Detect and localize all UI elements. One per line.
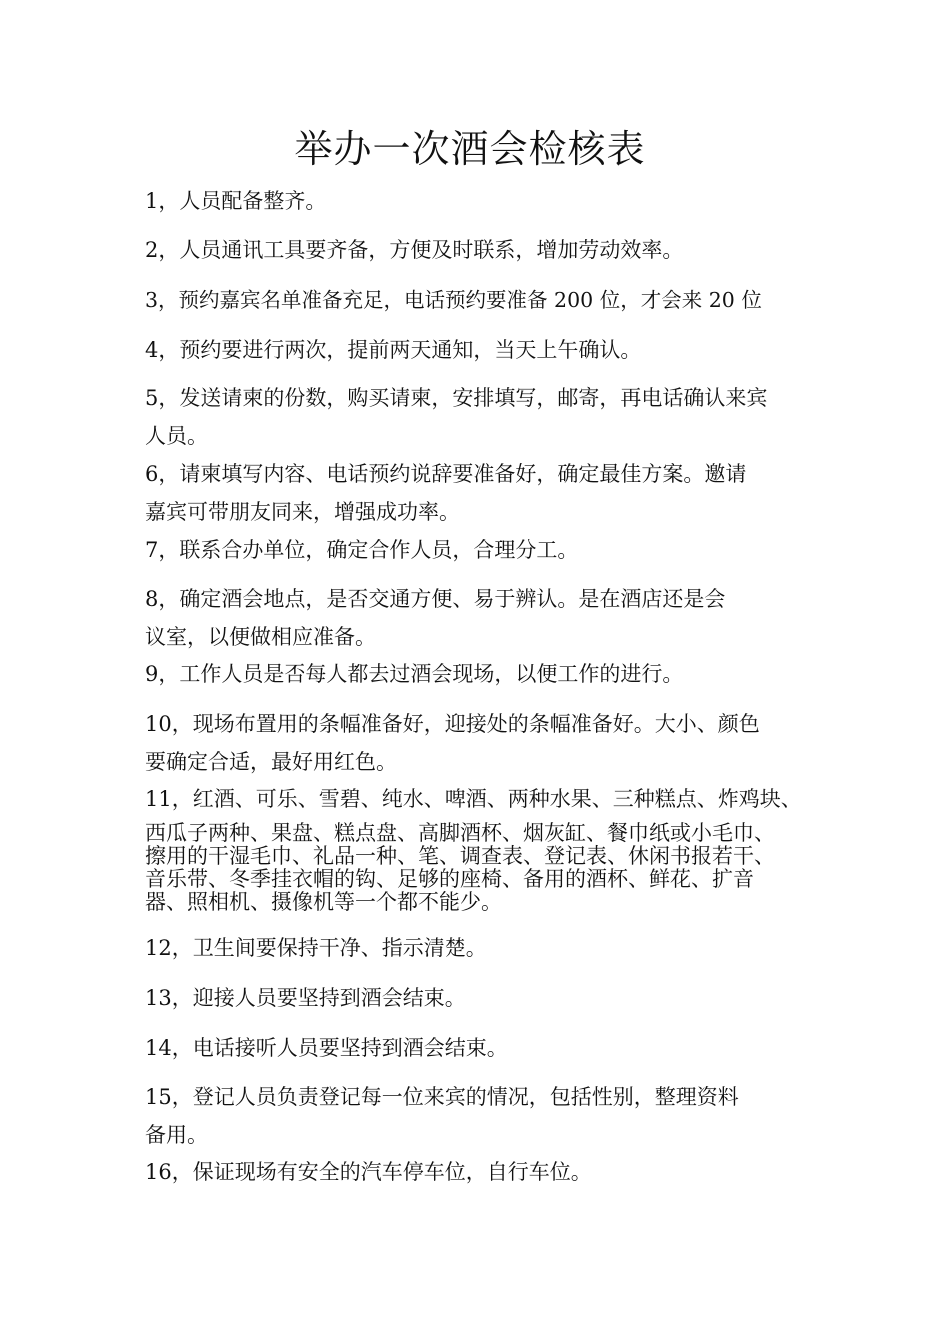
item-line: 音乐带、冬季挂衣帽的钩、足够的座椅、备用的酒杯、鲜花、扩音	[145, 867, 754, 891]
list-item	[145, 331, 810, 369]
list-item	[145, 379, 810, 455]
item-line: 西瓜子两种、果盘、糕点盘、高脚酒杯、烟灰缸、餐巾纸或小毛巾、	[145, 821, 775, 845]
item-line: 2，人员通讯工具要齐备，方便及时联系，增加劳动效率。	[145, 238, 684, 262]
list-item	[145, 979, 810, 1017]
item-line: 10，现场布置用的条幅准备好，迎接处的条幅准备好。大小、颜色	[145, 712, 760, 736]
item-line: 11，红酒、可乐、雪碧、纯水、啤酒、两种水果、三种糕点、炸鸡块、	[145, 787, 802, 811]
list-item	[145, 780, 810, 818]
item-line: 7，联系合办单位，确定合作人员，合理分工。	[145, 538, 579, 562]
list-item	[145, 531, 810, 569]
item-line: 器、照相机、摄像机等一个都不能少。	[145, 890, 502, 914]
item-line: 5，发送请柬的份数，购买请柬，安排填写，邮寄，再电话确认来宾	[145, 386, 768, 410]
list-item	[145, 1153, 810, 1191]
list-item	[145, 929, 810, 967]
item-line: 12，卫生间要保持干净、指示清楚。	[145, 936, 487, 960]
item-line: 备用。	[145, 1123, 208, 1147]
item-line: 6，请柬填写内容、电话预约说辞要准备好，确定最佳方案。邀请	[145, 462, 747, 486]
item-line: 4，预约要进行两次，提前两天通知，当天上午确认。	[145, 338, 642, 362]
list-item	[145, 231, 810, 269]
item-line: 1，人员配备整齐。	[145, 189, 327, 213]
item-line: 要确定合适，最好用红色。	[145, 750, 397, 774]
item-line: 9，工作人员是否每人都去过酒会现场，以便工作的进行。	[145, 662, 684, 686]
item-line: 擦用的干湿毛巾、礼品一种、笔、调查表、登记表、休闲书报若干、	[145, 844, 775, 868]
list-item	[145, 1078, 810, 1154]
document-title: 举办一次酒会检核表	[294, 127, 646, 171]
item-line: 人员。	[145, 424, 208, 448]
item-line: 13，迎接人员要坚持到酒会结束。	[145, 986, 466, 1010]
list-item	[145, 1029, 810, 1067]
list-item	[145, 580, 810, 656]
list-item	[145, 455, 810, 531]
list-item	[145, 655, 810, 693]
list-item	[145, 281, 810, 319]
item-line: 议室，以便做相应准备。	[145, 625, 376, 649]
list-item	[145, 822, 810, 914]
item-line: 15，登记人员负责登记每一位来宾的情况，包括性别，整理资料	[145, 1085, 739, 1109]
list-item	[145, 182, 810, 220]
item-line: 3，预约嘉宾名单准备充足，电话预约要准备 200 位，才会来 20 位	[145, 288, 762, 312]
item-line: 14，电话接听人员要坚持到酒会结束。	[145, 1036, 508, 1060]
item-line: 嘉宾可带朋友同来，增强成功率。	[145, 500, 460, 524]
item-line: 8，确定酒会地点，是否交通方便、易于辨认。是在酒店还是会	[145, 587, 726, 611]
item-line: 16，保证现场有安全的汽车停车位，自行车位。	[145, 1160, 592, 1184]
list-item	[145, 705, 810, 781]
